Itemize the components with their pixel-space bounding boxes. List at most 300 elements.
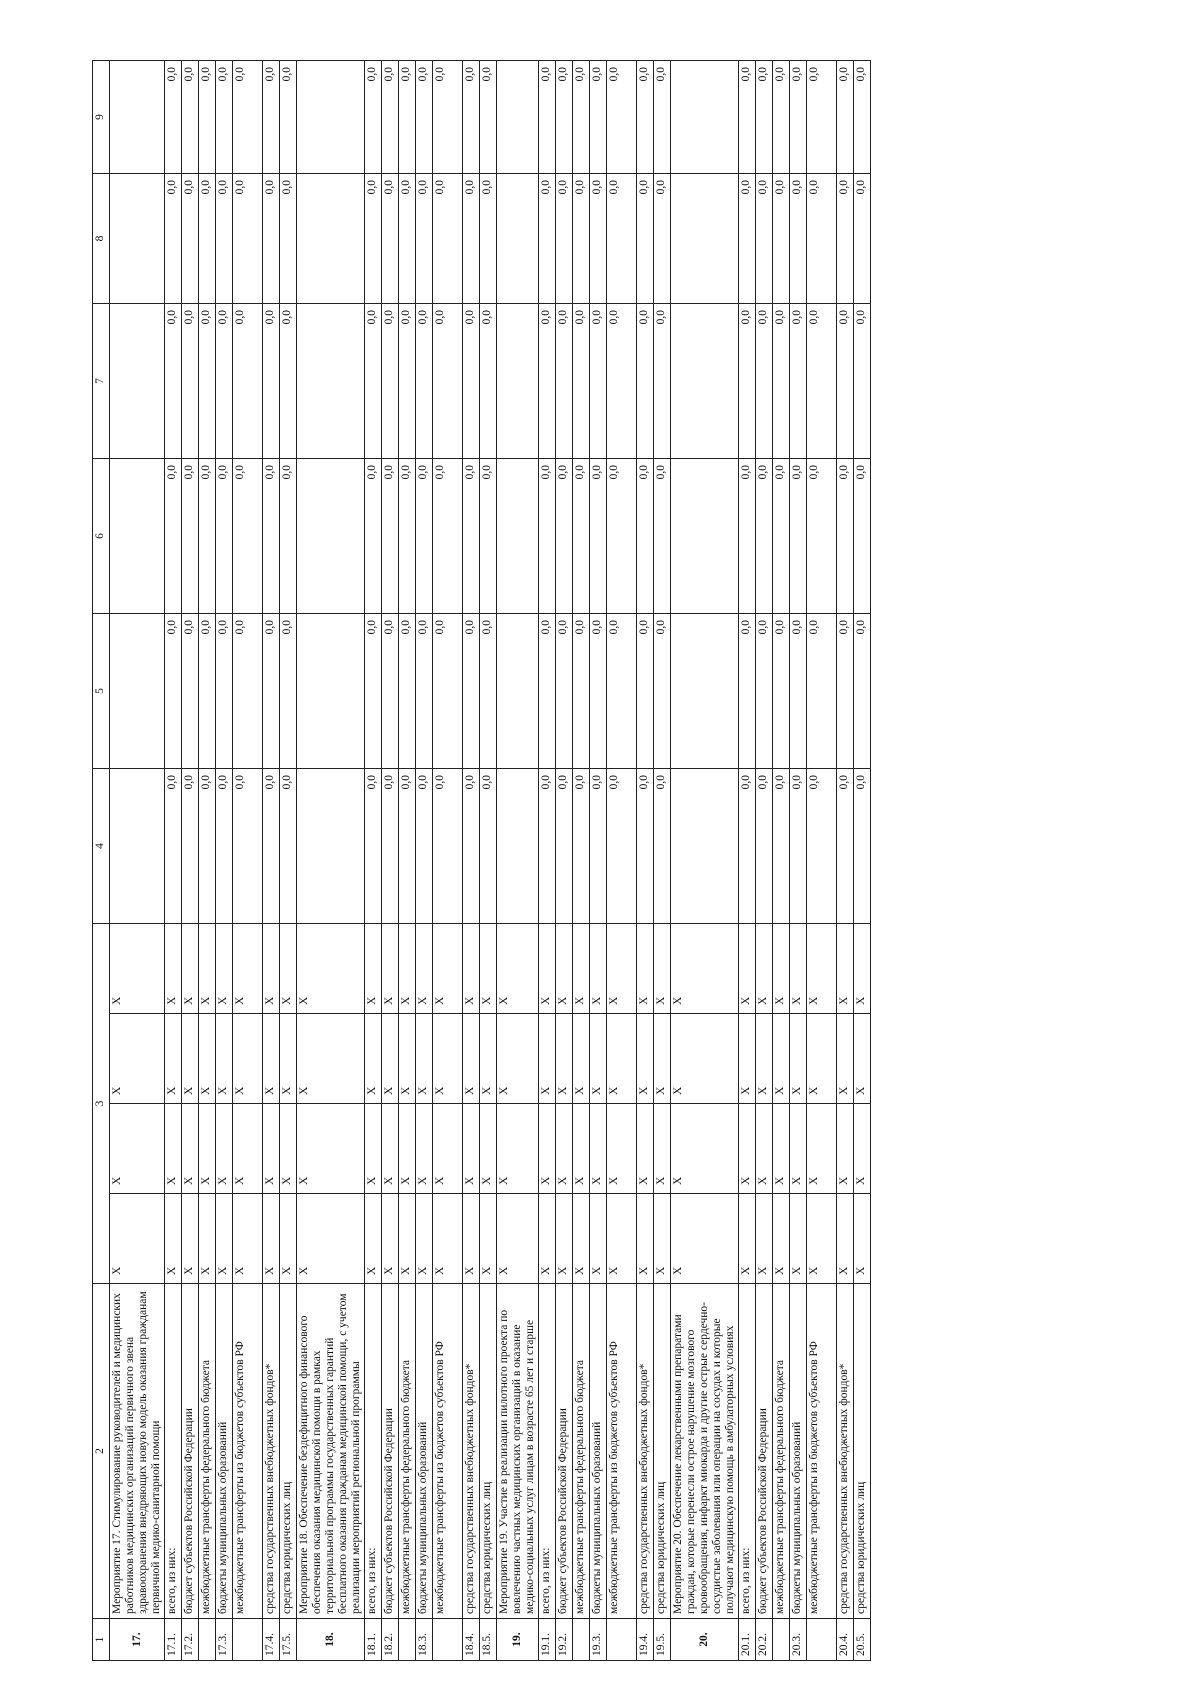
x-mark-cell: Х [297, 1014, 365, 1104]
value-cell: 0,0 [773, 614, 790, 769]
x-mark-cell: Х [837, 1104, 854, 1194]
value-cell: 0,0 [539, 459, 556, 614]
value-cell: 0,0 [165, 769, 182, 924]
x-mark-cell: Х [807, 1194, 837, 1284]
value-cell: 0,0 [216, 459, 233, 614]
value-cell: 0,0 [607, 614, 637, 769]
empty-value-cell [497, 304, 539, 459]
value-cell: 0,0 [382, 304, 399, 459]
x-mark-cell: Х [297, 924, 365, 1014]
x-mark-cell: Х [739, 1014, 756, 1104]
value-cell: 0,0 [182, 304, 199, 459]
row-number: 17.3. [216, 1619, 233, 1661]
x-mark-cell: Х [399, 924, 416, 1014]
empty-value-cell [297, 769, 365, 924]
value-cell: 0,0 [216, 61, 233, 174]
x-mark-cell: Х [590, 1014, 607, 1104]
header-col-6: 6 [93, 459, 110, 614]
value-cell: 0,0 [216, 614, 233, 769]
row-number: 18.2. [382, 1619, 399, 1661]
value-cell: 0,0 [654, 614, 671, 769]
x-mark-cell: Х [854, 1014, 871, 1104]
x-mark-cell: Х [233, 1194, 263, 1284]
funding-source-row [837, 61, 854, 1661]
measure-title: Мероприятие 19. Участие в реализации пилотного проекта по вовлечению частных медицинских организаций в оказание медико-социальных услуг лицам в возрасте 65 лет и старше [497, 1284, 539, 1619]
x-mark-cell: Х [854, 1194, 871, 1284]
value-cell: 0,0 [807, 174, 837, 304]
value-cell: 0,0 [607, 174, 637, 304]
funding-source-label: бюджет субъектов Российской Федерации [182, 1284, 199, 1619]
x-mark-cell: Х [433, 924, 463, 1014]
row-number: 19.5. [654, 1619, 671, 1661]
funding-source-row [399, 61, 416, 1661]
value-cell: 0,0 [637, 459, 654, 614]
value-cell: 0,0 [607, 459, 637, 614]
header-col-9: 9 [93, 61, 110, 174]
value-cell: 0,0 [590, 459, 607, 614]
value-cell: 0,0 [654, 459, 671, 614]
value-cell: 0,0 [607, 304, 637, 459]
x-mark-cell: Х [837, 1014, 854, 1104]
value-cell: 0,0 [280, 304, 297, 459]
row-number: 17.1. [165, 1619, 182, 1661]
value-cell: 0,0 [416, 614, 433, 769]
value-cell: 0,0 [539, 769, 556, 924]
value-cell: 0,0 [416, 61, 433, 174]
value-cell: 0,0 [399, 304, 416, 459]
x-mark-cell: Х [416, 924, 433, 1014]
value-cell: 0,0 [480, 304, 497, 459]
x-mark-cell: Х [539, 924, 556, 1014]
value-cell: 0,0 [182, 459, 199, 614]
funding-source-row [637, 61, 654, 1661]
value-cell: 0,0 [854, 614, 871, 769]
x-mark-cell: Х [773, 924, 790, 1014]
funding-source-label: всего, из них: [365, 1284, 382, 1619]
x-mark-cell: Х [433, 1104, 463, 1194]
header-col-1: 1 [93, 1619, 110, 1661]
value-cell: 0,0 [756, 174, 773, 304]
funding-source-label: бюджеты муниципальных образований [216, 1284, 233, 1619]
value-cell: 0,0 [539, 174, 556, 304]
value-cell: 0,0 [807, 459, 837, 614]
x-mark-cell: Х [607, 1014, 637, 1104]
x-mark-cell: Х [480, 1104, 497, 1194]
row-number [433, 1619, 463, 1661]
x-mark-cell: Х [480, 1194, 497, 1284]
value-cell: 0,0 [433, 459, 463, 614]
x-mark-cell: Х [233, 1104, 263, 1194]
row-number: 19.3. [590, 1619, 607, 1661]
x-mark-cell: Х [739, 1104, 756, 1194]
row-number: 20.3. [790, 1619, 807, 1661]
measure-title-row [110, 61, 165, 1661]
measure-title: Мероприятие 18. Обеспечение бездефицитного финансового обеспечения оказания медицинской помощи в рамках территориальной программы государственных гарантий бесплатного оказания гражданам медицинской помощи, с учетом реализации мероприятий региональной программы [297, 1284, 365, 1619]
empty-value-cell [110, 174, 165, 304]
value-cell: 0,0 [854, 459, 871, 614]
x-mark-cell: Х [556, 924, 573, 1014]
value-cell: 0,0 [539, 614, 556, 769]
value-cell: 0,0 [807, 304, 837, 459]
x-mark-cell: Х [280, 1104, 297, 1194]
funding-source-label: бюджеты муниципальных образований [416, 1284, 433, 1619]
row-number [399, 1619, 416, 1661]
x-mark-cell: Х [463, 1104, 480, 1194]
funding-source-row [233, 61, 263, 1661]
x-mark-cell: Х [199, 1194, 216, 1284]
measure-title-row [671, 61, 739, 1661]
x-mark-cell: Х [280, 1194, 297, 1284]
value-cell: 0,0 [216, 769, 233, 924]
funding-source-row [573, 61, 590, 1661]
x-mark-cell: Х [416, 1104, 433, 1194]
value-cell: 0,0 [773, 459, 790, 614]
funding-source-label: межбюджетные трансферты федерального бюджета [399, 1284, 416, 1619]
x-mark-cell: Х [280, 1014, 297, 1104]
value-cell: 0,0 [216, 304, 233, 459]
value-cell: 0,0 [556, 61, 573, 174]
measure-number: 18. [297, 1619, 365, 1661]
funding-source-label: средства юридических лиц [280, 1284, 297, 1619]
x-mark-cell: Х [497, 1014, 539, 1104]
row-number: 20.1. [739, 1619, 756, 1661]
x-mark-cell: Х [637, 1104, 654, 1194]
value-cell: 0,0 [573, 174, 590, 304]
measure-title: Мероприятие 17. Стимулирование руководителей и медицинских работников медицинских организаций первичного звена здравоохранения внедряющих новую модель оказания гражданам первичной медико-санитарной помощи [110, 1284, 165, 1619]
value-cell: 0,0 [837, 61, 854, 174]
value-cell: 0,0 [382, 174, 399, 304]
funding-source-label: средства юридических лиц [854, 1284, 871, 1619]
x-mark-cell: Х [182, 1194, 199, 1284]
empty-value-cell [110, 304, 165, 459]
funding-source-row [199, 61, 216, 1661]
x-mark-cell: Х [165, 1104, 182, 1194]
x-mark-cell: Х [556, 1194, 573, 1284]
empty-value-cell [497, 459, 539, 614]
value-cell: 0,0 [233, 61, 263, 174]
x-mark-cell: Х [263, 1104, 280, 1194]
x-mark-cell: Х [573, 1014, 590, 1104]
value-cell: 0,0 [263, 304, 280, 459]
x-mark-cell: Х [216, 1104, 233, 1194]
value-cell: 0,0 [556, 304, 573, 459]
value-cell: 0,0 [463, 174, 480, 304]
value-cell: 0,0 [233, 174, 263, 304]
value-cell: 0,0 [654, 61, 671, 174]
value-cell: 0,0 [416, 769, 433, 924]
x-mark-cell: Х [854, 1104, 871, 1194]
x-mark-cell: Х [637, 1014, 654, 1104]
value-cell: 0,0 [382, 614, 399, 769]
x-mark-cell: Х [573, 924, 590, 1014]
row-number [773, 1619, 790, 1661]
value-cell: 0,0 [165, 174, 182, 304]
value-cell: 0,0 [837, 174, 854, 304]
funding-source-label: всего, из них: [739, 1284, 756, 1619]
x-mark-cell: Х [365, 1194, 382, 1284]
value-cell: 0,0 [590, 174, 607, 304]
x-mark-cell: Х [216, 1194, 233, 1284]
x-mark-cell: Х [433, 1194, 463, 1284]
funding-source-row [433, 61, 463, 1661]
x-mark-cell: Х [433, 1014, 463, 1104]
funding-source-row [382, 61, 399, 1661]
value-cell: 0,0 [773, 174, 790, 304]
value-cell: 0,0 [365, 174, 382, 304]
funding-source-label: межбюджетные трансферты федерального бюджета [199, 1284, 216, 1619]
value-cell: 0,0 [199, 61, 216, 174]
value-cell: 0,0 [480, 614, 497, 769]
measure-title: Мероприятие 20. Обеспечение лекарственными препаратами граждан, которые перенесли острое нарушение мозгового кровообращения, инфаркт миокарда и другие острые сердечно-сосудистые заболевания или операции на сосудах и которые получают медицинскую помощь в амбулаторных условиях [671, 1284, 739, 1619]
value-cell: 0,0 [433, 174, 463, 304]
funding-source-row [807, 61, 837, 1661]
funding-source-row [263, 61, 280, 1661]
header-col-3: 3 [93, 924, 110, 1284]
value-cell: 0,0 [790, 614, 807, 769]
x-mark-cell: Х [539, 1014, 556, 1104]
x-mark-cell: Х [382, 1014, 399, 1104]
funding-source-row [790, 61, 807, 1661]
empty-value-cell [497, 614, 539, 769]
x-mark-cell: Х [280, 924, 297, 1014]
value-cell: 0,0 [233, 614, 263, 769]
value-cell: 0,0 [807, 61, 837, 174]
x-mark-cell: Х [399, 1194, 416, 1284]
value-cell: 0,0 [556, 614, 573, 769]
funding-source-label: средства государственных внебюджетных фондов* [463, 1284, 480, 1619]
value-cell: 0,0 [433, 614, 463, 769]
empty-value-cell [110, 61, 165, 174]
funding-source-row [280, 61, 297, 1661]
x-mark-cell: Х [739, 1194, 756, 1284]
value-cell: 0,0 [199, 769, 216, 924]
row-number: 17.4. [263, 1619, 280, 1661]
value-cell: 0,0 [416, 174, 433, 304]
funding-source-label: средства государственных внебюджетных фондов* [637, 1284, 654, 1619]
x-mark-cell: Х [480, 1014, 497, 1104]
value-cell: 0,0 [607, 769, 637, 924]
value-cell: 0,0 [263, 769, 280, 924]
empty-value-cell [671, 459, 739, 614]
x-mark-cell: Х [263, 1014, 280, 1104]
empty-value-cell [497, 174, 539, 304]
x-mark-cell: Х [854, 924, 871, 1014]
value-cell: 0,0 [837, 459, 854, 614]
value-cell: 0,0 [480, 61, 497, 174]
funding-source-label: средства юридических лиц [480, 1284, 497, 1619]
value-cell: 0,0 [365, 61, 382, 174]
value-cell: 0,0 [573, 304, 590, 459]
row-number [607, 1619, 637, 1661]
funding-source-row [416, 61, 433, 1661]
value-cell: 0,0 [837, 769, 854, 924]
x-mark-cell: Х [539, 1104, 556, 1194]
x-mark-cell: Х [497, 1194, 539, 1284]
measure-number: 20. [671, 1619, 739, 1661]
empty-value-cell [297, 174, 365, 304]
x-mark-cell: Х [480, 924, 497, 1014]
empty-value-cell [671, 614, 739, 769]
row-number: 19.1. [539, 1619, 556, 1661]
x-mark-cell: Х [654, 1104, 671, 1194]
empty-value-cell [297, 61, 365, 174]
value-cell: 0,0 [756, 61, 773, 174]
x-mark-cell: Х [463, 924, 480, 1014]
value-cell: 0,0 [463, 304, 480, 459]
x-mark-cell: Х [607, 1194, 637, 1284]
value-cell: 0,0 [433, 304, 463, 459]
value-cell: 0,0 [556, 174, 573, 304]
value-cell: 0,0 [739, 174, 756, 304]
value-cell: 0,0 [854, 304, 871, 459]
funding-source-label: бюджеты муниципальных образований [790, 1284, 807, 1619]
value-cell: 0,0 [199, 459, 216, 614]
x-mark-cell: Х [807, 924, 837, 1014]
value-cell: 0,0 [756, 614, 773, 769]
empty-value-cell [297, 614, 365, 769]
value-cell: 0,0 [233, 769, 263, 924]
x-mark-cell: Х [165, 1014, 182, 1104]
value-cell: 0,0 [854, 61, 871, 174]
measure-number: 17. [110, 1619, 165, 1661]
value-cell: 0,0 [773, 61, 790, 174]
value-cell: 0,0 [165, 459, 182, 614]
x-mark-cell: Х [756, 924, 773, 1014]
value-cell: 0,0 [433, 769, 463, 924]
row-number [199, 1619, 216, 1661]
measure-number: 19. [497, 1619, 539, 1661]
value-cell: 0,0 [399, 61, 416, 174]
x-mark-cell: Х [382, 1194, 399, 1284]
value-cell: 0,0 [739, 459, 756, 614]
value-cell: 0,0 [365, 304, 382, 459]
funding-source-label: межбюджетные трансферты из бюджетов субъектов РФ [433, 1284, 463, 1619]
empty-value-cell [671, 304, 739, 459]
funding-source-label: бюджет субъектов Российской Федерации [382, 1284, 399, 1619]
x-mark-cell: Х [773, 1014, 790, 1104]
x-mark-cell: Х [556, 1104, 573, 1194]
x-mark-cell: Х [497, 924, 539, 1014]
value-cell: 0,0 [654, 304, 671, 459]
empty-value-cell [671, 769, 739, 924]
row-number [233, 1619, 263, 1661]
value-cell: 0,0 [654, 769, 671, 924]
x-mark-cell: Х [590, 1194, 607, 1284]
row-number: 20.5. [854, 1619, 871, 1661]
value-cell: 0,0 [573, 614, 590, 769]
value-cell: 0,0 [382, 61, 399, 174]
x-mark-cell: Х [671, 1104, 739, 1194]
row-number: 18.5. [480, 1619, 497, 1661]
value-cell: 0,0 [590, 304, 607, 459]
row-number: 19.2. [556, 1619, 573, 1661]
value-cell: 0,0 [165, 61, 182, 174]
value-cell: 0,0 [416, 304, 433, 459]
x-mark-cell: Х [671, 924, 739, 1014]
x-mark-cell: Х [790, 1014, 807, 1104]
x-mark-cell: Х [382, 924, 399, 1014]
row-number: 17.2. [182, 1619, 199, 1661]
x-mark-cell: Х [297, 1194, 365, 1284]
x-mark-cell: Х [756, 1104, 773, 1194]
rotated-page [92, 61, 1167, 1661]
value-cell: 0,0 [263, 459, 280, 614]
value-cell: 0,0 [263, 614, 280, 769]
value-cell: 0,0 [480, 174, 497, 304]
x-mark-cell: Х [756, 1194, 773, 1284]
value-cell: 0,0 [280, 61, 297, 174]
value-cell: 0,0 [263, 61, 280, 174]
value-cell: 0,0 [463, 614, 480, 769]
empty-value-cell [110, 769, 165, 924]
value-cell: 0,0 [739, 769, 756, 924]
x-mark-cell: Х [654, 1014, 671, 1104]
funding-source-row [654, 61, 671, 1661]
value-cell: 0,0 [280, 614, 297, 769]
value-cell: 0,0 [263, 174, 280, 304]
value-cell: 0,0 [165, 614, 182, 769]
x-mark-cell: Х [773, 1194, 790, 1284]
header-row [93, 61, 110, 1661]
funding-source-label: межбюджетные трансферты из бюджетов субъектов РФ [807, 1284, 837, 1619]
value-cell: 0,0 [790, 174, 807, 304]
value-cell: 0,0 [854, 769, 871, 924]
value-cell: 0,0 [365, 769, 382, 924]
x-mark-cell: Х [199, 1104, 216, 1194]
x-mark-cell: Х [182, 1014, 199, 1104]
funding-source-row [773, 61, 790, 1661]
x-mark-cell: Х [573, 1104, 590, 1194]
value-cell: 0,0 [590, 769, 607, 924]
x-mark-cell: Х [110, 1194, 165, 1284]
funding-source-row [607, 61, 637, 1661]
header-col-7: 7 [93, 304, 110, 459]
empty-value-cell [671, 174, 739, 304]
empty-value-cell [110, 459, 165, 614]
x-mark-cell: Х [637, 924, 654, 1014]
funding-source-label: всего, из них: [165, 1284, 182, 1619]
x-mark-cell: Х [837, 1194, 854, 1284]
funding-source-row [216, 61, 233, 1661]
value-cell: 0,0 [756, 459, 773, 614]
x-mark-cell: Х [263, 1194, 280, 1284]
empty-value-cell [497, 769, 539, 924]
x-mark-cell: Х [365, 924, 382, 1014]
value-cell: 0,0 [773, 304, 790, 459]
value-cell: 0,0 [773, 769, 790, 924]
value-cell: 0,0 [399, 174, 416, 304]
value-cell: 0,0 [590, 614, 607, 769]
row-number: 17.5. [280, 1619, 297, 1661]
x-mark-cell: Х [807, 1014, 837, 1104]
funding-source-label: межбюджетные трансферты из бюджетов субъектов РФ [233, 1284, 263, 1619]
value-cell: 0,0 [199, 304, 216, 459]
row-number [807, 1619, 837, 1661]
x-mark-cell: Х [199, 924, 216, 1014]
funding-source-row [739, 61, 756, 1661]
x-mark-cell: Х [416, 1014, 433, 1104]
x-mark-cell: Х [399, 1014, 416, 1104]
x-mark-cell: Х [365, 1014, 382, 1104]
value-cell: 0,0 [382, 769, 399, 924]
value-cell: 0,0 [756, 769, 773, 924]
x-mark-cell: Х [463, 1194, 480, 1284]
value-cell: 0,0 [165, 304, 182, 459]
empty-value-cell [497, 61, 539, 174]
x-mark-cell: Х [756, 1014, 773, 1104]
value-cell: 0,0 [790, 304, 807, 459]
value-cell: 0,0 [216, 174, 233, 304]
